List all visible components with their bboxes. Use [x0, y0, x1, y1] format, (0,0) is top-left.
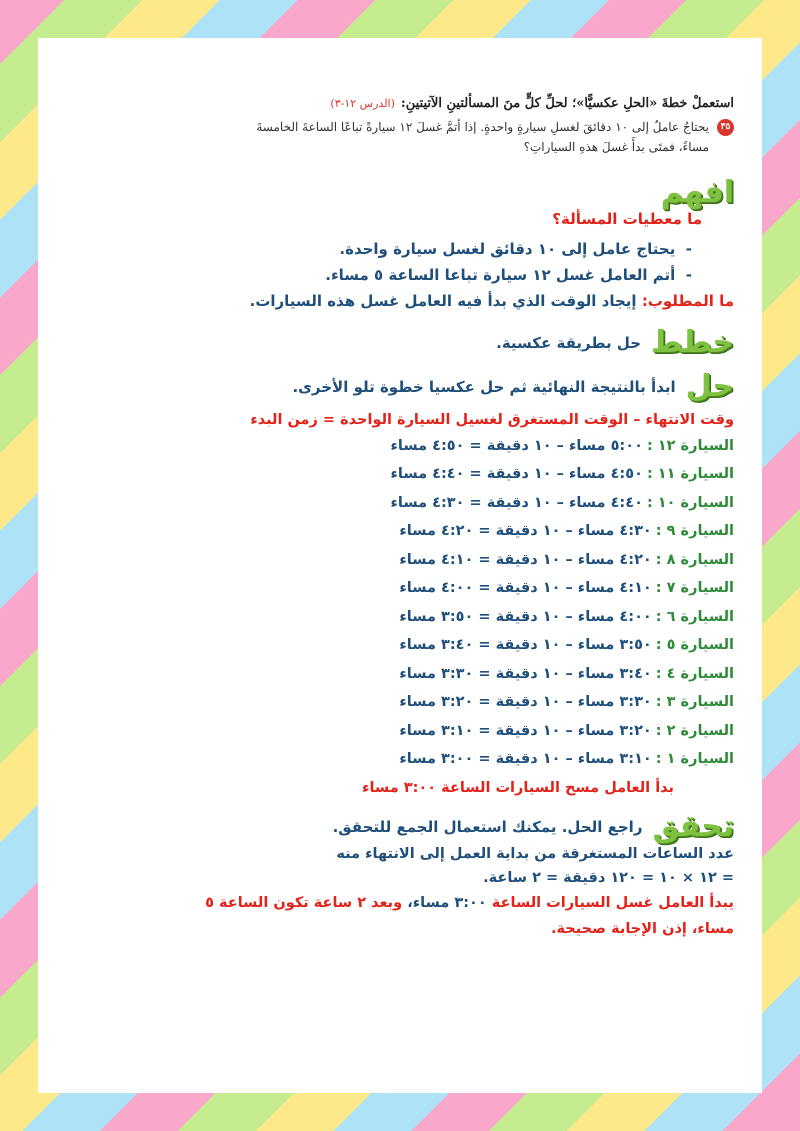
- verify-title: تحقق: [652, 808, 734, 844]
- worksheet-page: [38, 38, 762, 1093]
- car-step-row: السيارة ٤ : ٣:٤٠ مساء – ١٠ دقيقة = ٣:٣٠ مساء: [399, 665, 734, 682]
- verify-heading: [62, 808, 734, 844]
- instruction-text: استعملْ خطةَ «الحلِ عكسيًّا»؛ لحلِّ كلٍّ منَ المسألتينِ الآتيتينِ:: [400, 96, 734, 111]
- solve-formula: وقت الانتهاء – الوقت المستغرق لغسيل السيارة الواحدة = زمن البدء: [250, 411, 734, 428]
- problem-number-badge: ٣٥: [717, 119, 734, 136]
- plan-heading: [62, 324, 734, 360]
- verify-line-4: مساء، إذن الإجابة صحيحة.: [550, 920, 734, 937]
- given-item: - يحتاج عامل إلى ١٠ دقائق لغسل سيارة واحدة.: [339, 239, 692, 258]
- verify-text: راجع الحل. يمكنك استعمال الجمع للتحقق.: [332, 817, 643, 836]
- car-step-row: السيارة ١١ : ٤:٥٠ مساء – ١٠ دقيقة = ٤:٤٠ مساء: [390, 466, 734, 483]
- car-step-row: السيارة ٨ : ٤:٢٠ مساء – ١٠ دقيقة = ٤:١٠ مساء: [399, 551, 734, 568]
- required-label: ما المطلوب:: [641, 291, 734, 310]
- verify-line-3: يبدأ العامل غسل السيارات الساعة ٣:٠٠ مساء، وبعد ٢ ساعة تكون الساعة ٥: [205, 894, 734, 911]
- car-step-row: السيارة ٥ : ٣:٥٠ مساء – ١٠ دقيقة = ٣:٤٠ مساء: [399, 637, 734, 654]
- required-line: [62, 288, 734, 314]
- problem-statement: [62, 117, 734, 158]
- car-step-row: السيارة ٩ : ٤:٣٠ مساء – ١٠ دقيقة = ٤:٢٠ مساء: [399, 523, 734, 540]
- car-step-row: السيارة ٦ : ٤:٠٠ مساء – ١٠ دقيقة = ٣:٥٠ مساء: [399, 608, 734, 625]
- car-step-row: السيارة ٢ : ٣:٢٠ مساء – ١٠ دقيقة = ٣:١٠ مساء: [399, 722, 734, 739]
- car-step-row: السيارة ٣ : ٣:٣٠ مساء – ١٠ دقيقة = ٣:٢٠ مساء: [399, 694, 734, 711]
- verify-line-2: = ١٢ × ١٠ = ١٢٠ دقيقة = ٢ ساعة.: [483, 869, 734, 886]
- lesson-reference: (الدرس ١٢-٣): [330, 97, 395, 110]
- understand-heading: [62, 174, 734, 210]
- problem-instruction: [62, 96, 734, 111]
- verify-start-time: ٣:٠٠ مساء،: [407, 894, 487, 911]
- solve-text: ابدأ بالنتيجة النهائية ثم حل عكسيا خطوة تلو الأخرى.: [292, 377, 676, 396]
- understand-title: افهم: [660, 174, 734, 210]
- problem-text: يحتاجُ عاملٌ إلى ١٠ دقائقَ لغسلِ سيارةٍ واحدةٍ. إذا أتمَّ غسلَ ١٢ سيارةً تباعًا الساعةَ الخامسةَ مساءً، فمتَى بدأَ غسلَ هذهِ السياراتِ؟: [256, 120, 709, 155]
- solve-title: حل: [685, 368, 734, 404]
- car-step-row: السيارة ١٢ : ٥:٠٠ مساء – ١٠ دقيقة = ٤:٥٠ مساء: [390, 437, 734, 454]
- car-step-row: السيارة ٧ : ٤:١٠ مساء – ١٠ دقيقة = ٤:٠٠ مساء: [399, 580, 734, 597]
- car-step-row: السيارة ١٠ : ٤:٤٠ مساء – ١٠ دقيقة = ٤:٣٠ مساء: [390, 494, 734, 511]
- given-item: - أتم العامل غسل ١٢ سيارة تباعا الساعة ٥ مساء.: [325, 265, 692, 284]
- required-text: إيجاد الوقت الذي بدأ فيه العامل غسل هذه السيارات.: [249, 291, 637, 310]
- plan-text: حل بطريقة عكسية.: [496, 333, 642, 352]
- solve-heading: [62, 368, 734, 404]
- solve-final-answer: بدأ العامل مسح السيارات الساعة ٣:٠٠ مساء: [362, 779, 674, 796]
- verify-line-1: عدد الساعات المستغرقة من بداية العمل إلى الانتهاء منه: [336, 845, 734, 862]
- car-steps: [62, 432, 734, 774]
- car-step-row: السيارة ١ : ٣:١٠ مساء – ١٠ دقيقة = ٣:٠٠ مساء: [399, 751, 734, 768]
- givens-question: ما معطيات المسألة؟: [552, 209, 702, 228]
- plan-title: خطط: [651, 324, 734, 360]
